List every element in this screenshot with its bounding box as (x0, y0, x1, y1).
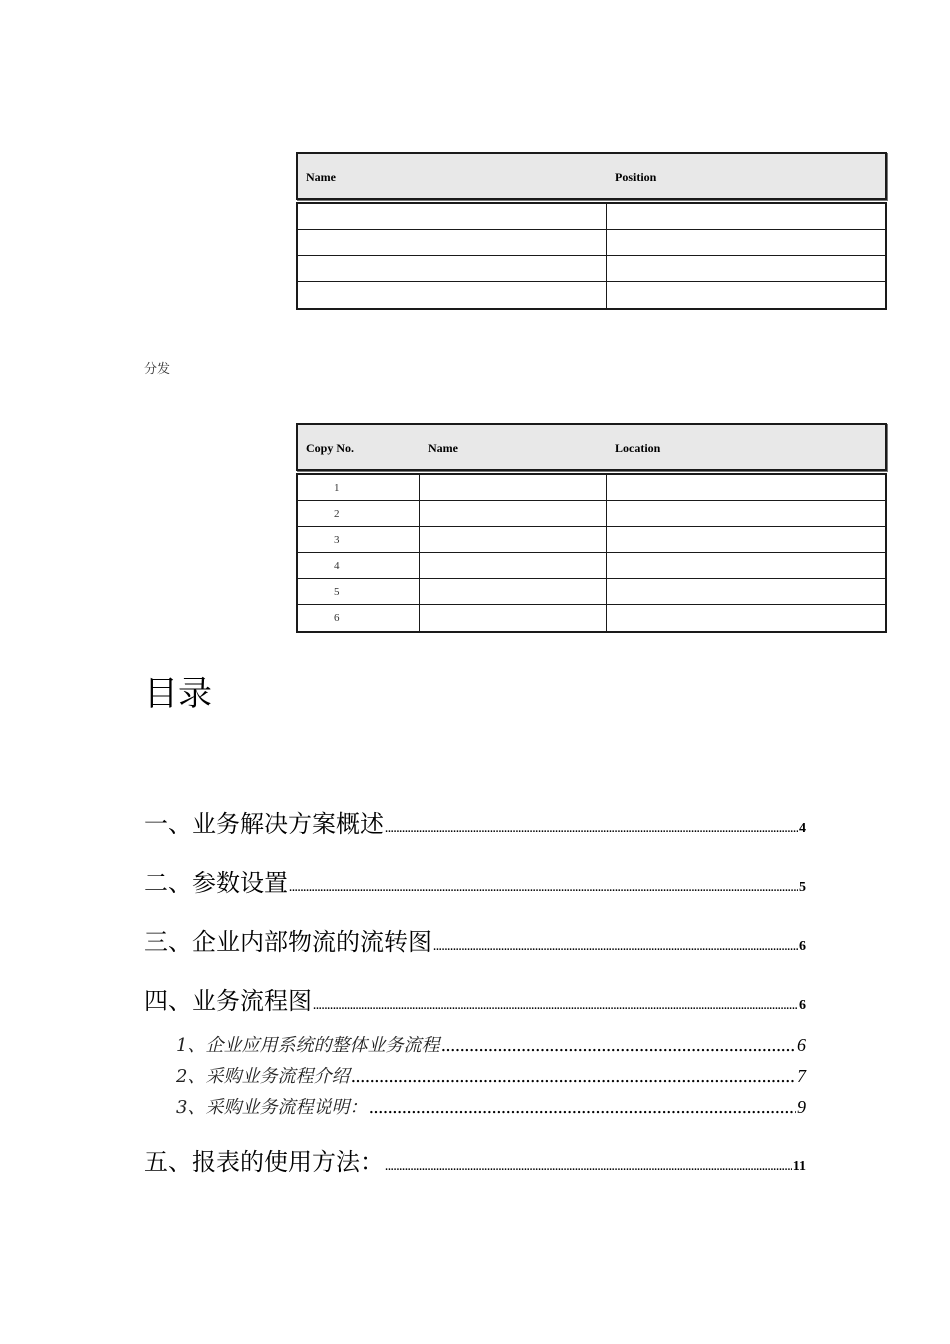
distribution-table-body (296, 473, 887, 633)
toc-leader (385, 825, 798, 835)
toc-entry-page: 9 (797, 1097, 806, 1117)
copy-number: 3 (334, 534, 340, 546)
toc-leader (433, 943, 798, 953)
table-row (298, 204, 885, 230)
header-copy-no: Copy No. (306, 441, 355, 455)
distribution-table-header (296, 423, 887, 471)
toc-leader (350, 1066, 796, 1087)
copy-number: 4 (334, 560, 340, 572)
table-row (298, 282, 885, 308)
toc-entry-text: 一、业务解决方案概述 (144, 810, 384, 838)
table-row (298, 501, 885, 527)
toc-entry[interactable] (144, 1142, 806, 1177)
toc-leader (368, 1097, 796, 1118)
copy-number: 2 (334, 508, 340, 520)
toc-subentry[interactable] (176, 1062, 806, 1088)
copy-number: 6 (334, 612, 340, 624)
distribution-label: 分发 (144, 362, 171, 377)
toc-entry-page: 11 (792, 1159, 806, 1174)
copy-number: 5 (334, 586, 340, 598)
table-row (298, 527, 885, 553)
table-row (298, 579, 885, 605)
header-name: Name (428, 441, 458, 455)
toc-entry-page: 6 (797, 1035, 806, 1055)
toc-entry[interactable] (144, 863, 806, 898)
toc-leader (385, 1163, 792, 1173)
toc-entry-page: 5 (799, 880, 806, 895)
toc-entry-text: 3、采购业务流程说明： (176, 1097, 368, 1118)
toc-entry[interactable] (144, 804, 806, 839)
toc-title: 目录 (144, 674, 212, 714)
table-row (298, 230, 885, 256)
toc-entry-page: 6 (799, 939, 806, 954)
toc-entry[interactable] (144, 922, 806, 957)
toc-leader (313, 1002, 798, 1012)
toc-leader (289, 884, 798, 894)
toc-subentry[interactable] (176, 1031, 806, 1057)
toc-entry-text: 1、企业应用系统的整体业务流程 (176, 1035, 440, 1056)
approval-table-body (296, 202, 887, 310)
toc-entry-text: 五、报表的使用方法： (144, 1148, 384, 1176)
toc-entry-text: 二、参数设置 (144, 869, 288, 897)
toc-entry-text: 2、采购业务流程介绍 (176, 1066, 350, 1087)
toc-entry-page: 4 (799, 821, 806, 836)
table-row (298, 605, 885, 631)
header-position: Position (615, 170, 657, 184)
toc-entry-text: 三、企业内部物流的流转图 (144, 928, 432, 956)
copy-number: 1 (334, 482, 340, 494)
approval-table-header (296, 152, 887, 200)
toc-entry-page: 6 (799, 998, 806, 1013)
toc-entry-text: 四、业务流程图 (144, 987, 312, 1015)
table-row (298, 553, 885, 579)
table-row (298, 475, 885, 501)
table-row (298, 256, 885, 282)
toc-entry-page: 7 (797, 1066, 806, 1086)
toc-subentry[interactable] (176, 1093, 806, 1119)
header-location: Location (615, 441, 661, 455)
header-name: Name (306, 170, 336, 184)
toc-leader (440, 1035, 796, 1056)
toc-entry[interactable] (144, 981, 806, 1016)
